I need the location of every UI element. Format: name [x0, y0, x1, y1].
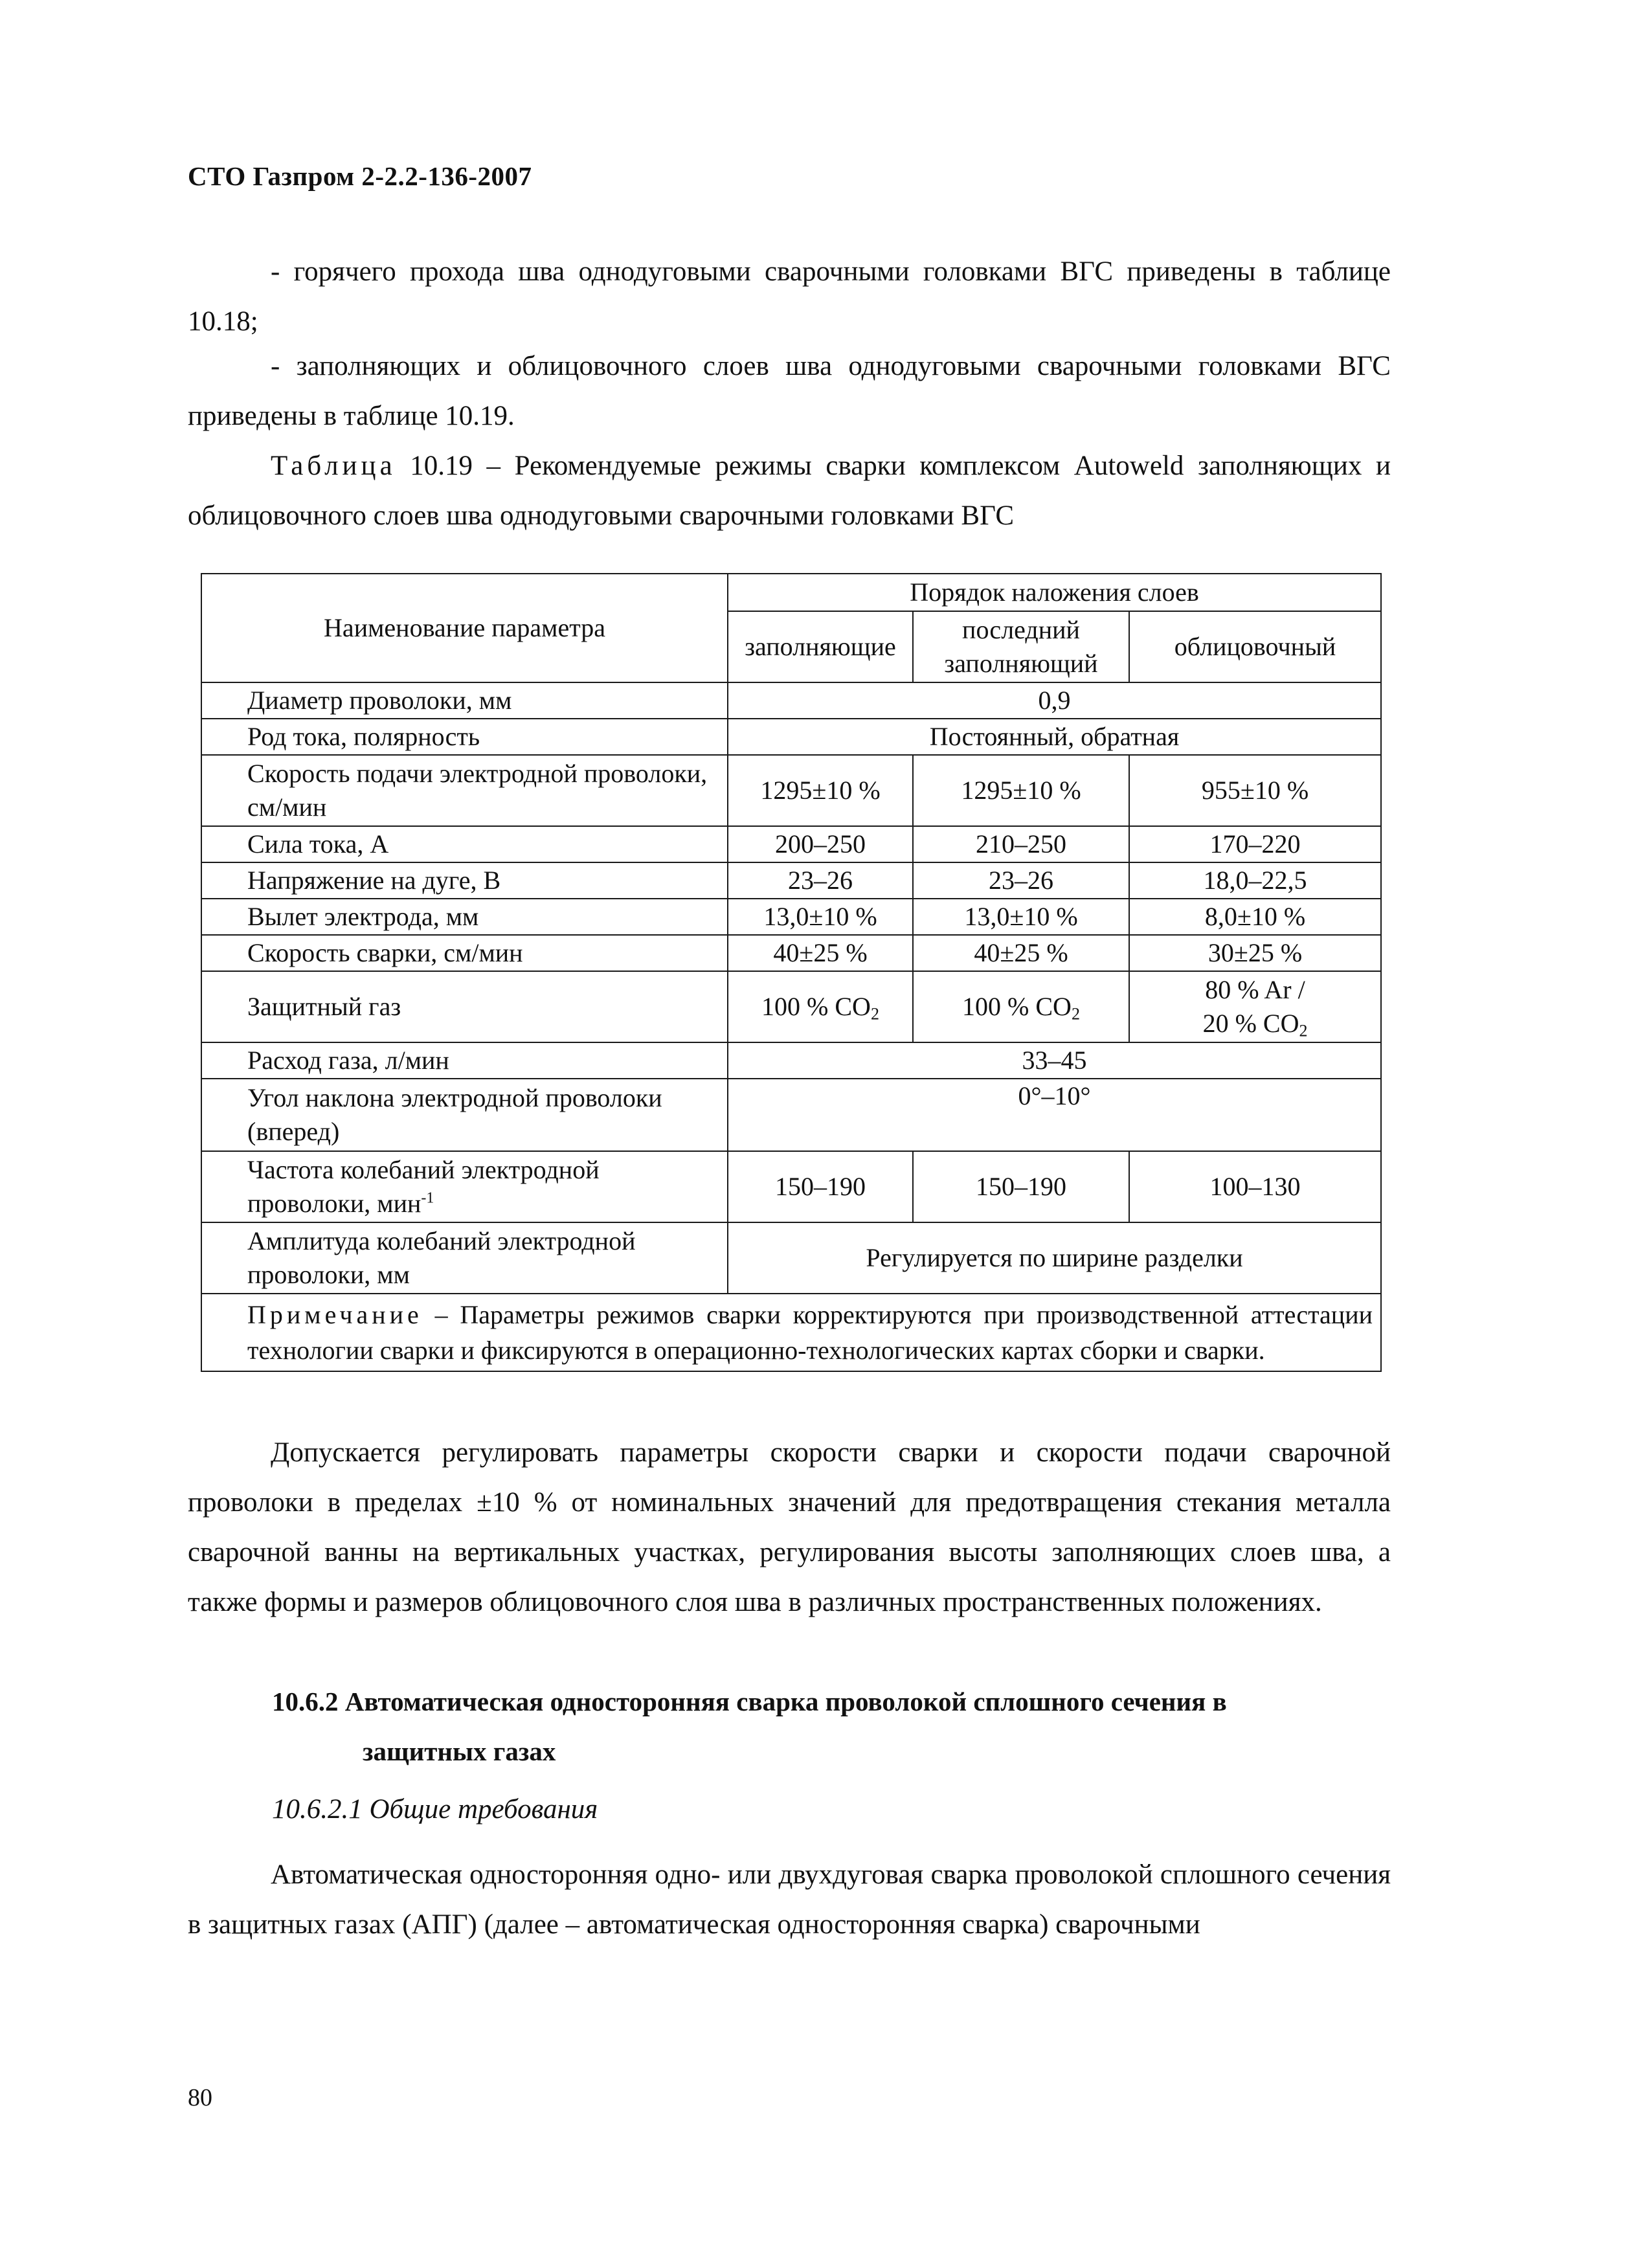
- cell-filling: 1295±10 %: [728, 755, 913, 826]
- row-value: 33–45: [728, 1042, 1381, 1079]
- cell-facing: [1129, 971, 1381, 1042]
- table-row: [201, 826, 1381, 862]
- cell-filling: 23–26: [728, 862, 913, 899]
- cell-facing: 170–220: [1129, 826, 1381, 862]
- header-filling: заполняющие: [728, 611, 913, 682]
- table-note: [201, 1294, 1381, 1371]
- row-label: Скорость сварки, см/мин: [201, 935, 728, 971]
- cell-last-filling: 150–190: [913, 1151, 1129, 1222]
- cell-last-filling: 13,0±10 %: [913, 899, 1129, 935]
- subsection-heading: 10.6.2.1 Общие требования: [272, 1794, 598, 1825]
- cell-filling: 40±25 %: [728, 935, 913, 971]
- gas-subscript: 2: [870, 1004, 879, 1024]
- document-code: СТО Газпром 2-2.2-136-2007: [188, 161, 532, 191]
- row-label: Угол наклона электродной проволоки (вперед): [201, 1079, 728, 1151]
- table-row: [201, 971, 1381, 1042]
- cell-last-filling: 1295±10 %: [913, 755, 1129, 826]
- row-label: Сила тока, А: [201, 826, 728, 862]
- table-row: [201, 1042, 1381, 1079]
- header-facing: облицовочный: [1129, 611, 1381, 682]
- gas-subscript: 2: [1071, 1004, 1080, 1024]
- row-label: Расход газа, л/мин: [201, 1042, 728, 1079]
- gas-text: 20 % CO: [1202, 1009, 1299, 1038]
- row-label: Защитный газ: [201, 971, 728, 1042]
- list-item-hot-pass: - горячего прохода шва однодуговыми сварочными головками ВГС приведены в таблице 10.18;: [188, 256, 1391, 337]
- table-note-row: [201, 1294, 1381, 1371]
- row-value: 0,9: [728, 682, 1381, 719]
- section-heading: [272, 1677, 1373, 1777]
- row-label-text: Частота колебаний электродной проволоки, мин: [247, 1155, 600, 1218]
- cell-filling: 150–190: [728, 1151, 913, 1222]
- page-number: 80: [188, 2084, 212, 2111]
- row-label: Диаметр проволоки, мм: [201, 682, 728, 719]
- gas-subscript: 2: [1299, 1021, 1308, 1040]
- table-row: [201, 935, 1381, 971]
- table-row: [201, 862, 1381, 899]
- row-label: Амплитуда колебаний электродной проволоки, мм: [201, 1222, 728, 1294]
- header-layer-order: Порядок наложения слоев: [728, 574, 1381, 611]
- unit-superscript: -1: [421, 1189, 434, 1207]
- cell-last-filling: 210–250: [913, 826, 1129, 862]
- gas-text: 80 % Ar /: [1205, 975, 1305, 1004]
- row-label: Напряжение на дуге, В: [201, 862, 728, 899]
- cell-facing: 30±25 %: [1129, 935, 1381, 971]
- table-caption: [188, 441, 1391, 541]
- row-label: [201, 1151, 728, 1222]
- cell-filling: 13,0±10 %: [728, 899, 913, 935]
- row-value: Постоянный, обратная: [728, 719, 1381, 755]
- table-caption-text: 10.19 – Рекомендуемые режимы сварки комплексом Autoweld заполняющих и облицовочного слоев шва однодуговыми сварочными головками ВГС: [188, 451, 1391, 531]
- cell-last-filling: 23–26: [913, 862, 1129, 899]
- table-caption-label: Таблица: [271, 451, 396, 481]
- note-label: Примечание: [247, 1300, 423, 1329]
- cell-facing: 8,0±10 %: [1129, 899, 1381, 935]
- table-row: [201, 1079, 1381, 1151]
- cell-facing: 18,0–22,5: [1129, 862, 1381, 899]
- row-value: Регулируется по ширине разделки: [728, 1222, 1381, 1294]
- row-label: Вылет электрода, мм: [201, 899, 728, 935]
- section-heading-line2: защитных газах: [363, 1736, 556, 1766]
- cell-facing: 100–130: [1129, 1151, 1381, 1222]
- table-row: [201, 755, 1381, 826]
- cell-filling: 200–250: [728, 826, 913, 862]
- cell-facing: 955±10 %: [1129, 755, 1381, 826]
- table-row: [201, 899, 1381, 935]
- cell-last-filling: [913, 971, 1129, 1042]
- gas-text: 100 % CO: [962, 992, 1072, 1021]
- header-last-filling: последний заполняющий: [913, 611, 1129, 682]
- table-header-row: [201, 574, 1381, 611]
- cell-last-filling: 40±25 %: [913, 935, 1129, 971]
- header-parameter-name: Наименование параметра: [201, 574, 728, 682]
- table-row: [201, 682, 1381, 719]
- body-paragraph: Допускается регулировать параметры скорости сварки и скорости подачи сварочной проволоки в пределах ±10 % от номинальных значений для предотвращения стекания металла сварочной ванны на вертикальных участках, регулирования высоты заполняющих слоев шва, а также формы и размеров облицовочного слоя шва в различных пространственных положениях.: [188, 1437, 1391, 1617]
- section-heading-line1: 10.6.2 Автоматическая односторонняя сварка проволокой сплошного сечения в: [272, 1687, 1227, 1716]
- table-row: [201, 1222, 1381, 1294]
- row-label: Скорость подачи электродной проволоки, см/мин: [201, 755, 728, 826]
- row-label: Род тока, полярность: [201, 719, 728, 755]
- welding-parameters-table: [201, 573, 1382, 1372]
- gas-line2: [1135, 1007, 1375, 1040]
- table-row: [201, 1151, 1381, 1222]
- table-row: [201, 719, 1381, 755]
- gas-text: 100 % CO: [761, 992, 871, 1021]
- section-paragraph: Автоматическая односторонняя одно- или двухдуговая сварка проволокой сплошного сечения в защитных газах (АПГ) (далее – автоматическая односторонняя сварка) сварочными: [188, 1859, 1391, 1940]
- cell-filling: [728, 971, 913, 1042]
- note-text: – Параметры режимов сварки корректируются при производственной аттестации технологии сварки и фиксируются в операционно-технологических картах сборки и сварки.: [247, 1300, 1373, 1365]
- list-item-filling-layers: - заполняющих и облицовочного слоев шва однодуговыми сварочными головками ВГС приведены в таблице 10.19.: [188, 351, 1391, 431]
- row-value: 0°–10°: [728, 1079, 1381, 1151]
